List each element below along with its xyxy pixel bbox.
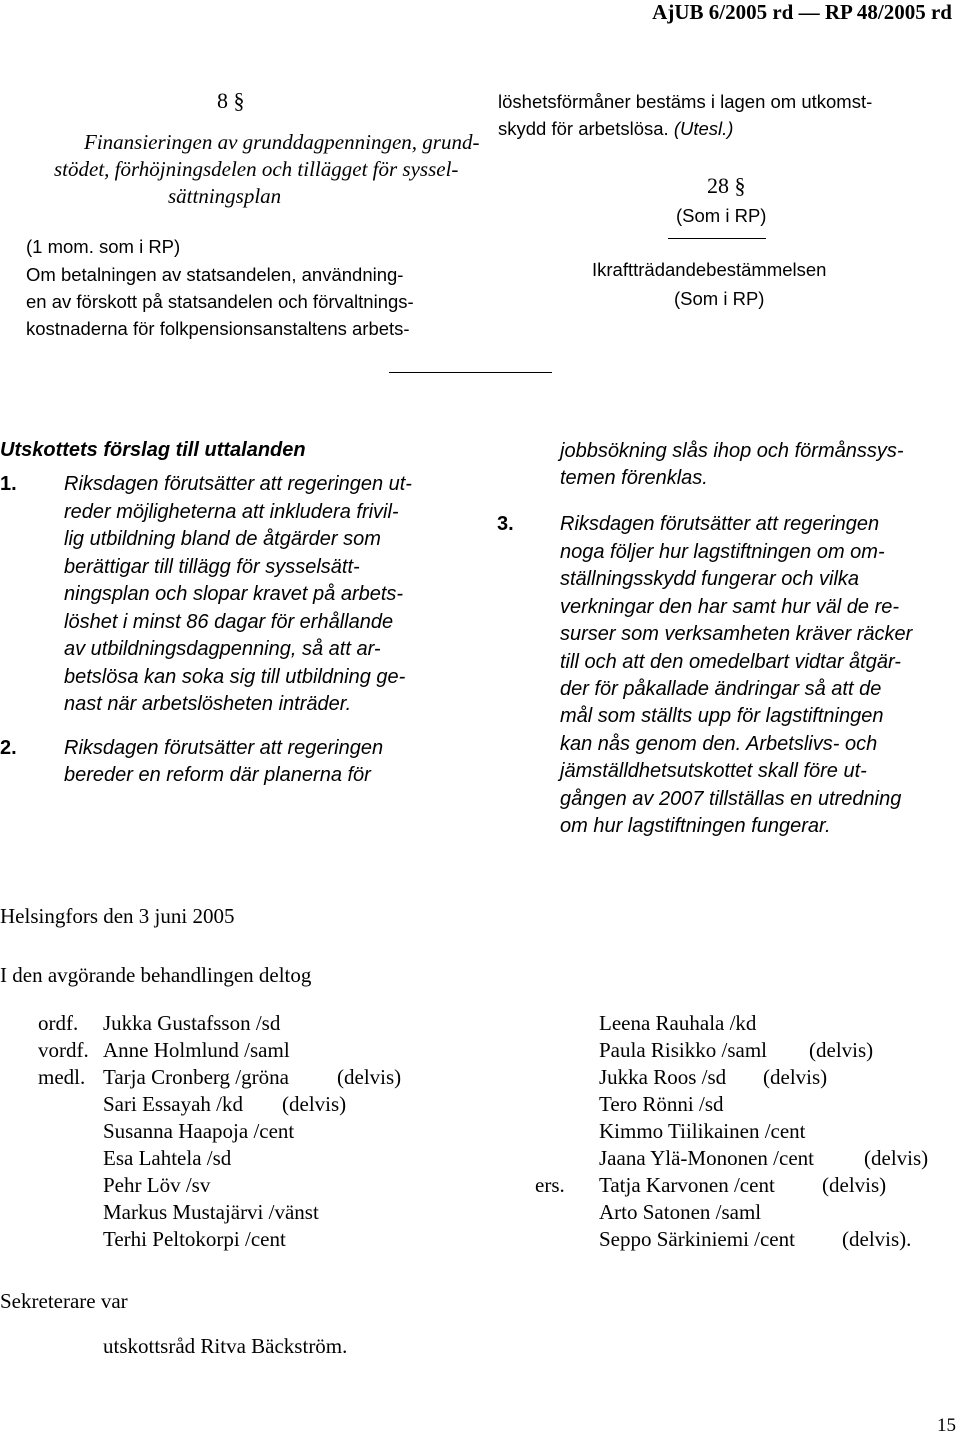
member-name: Susanna Haapoja /cent: [103, 1119, 295, 1143]
item-line: lig utbildning bland de åtgärder som: [64, 528, 381, 550]
member-name: Seppo Särkiniemi /cent: [599, 1227, 795, 1251]
member-name: Markus Mustajärvi /vänst: [103, 1200, 319, 1224]
item-line: temen förenklas.: [560, 467, 708, 489]
partial-note: (delvis): [822, 1173, 887, 1197]
section-heading-8: [217, 88, 245, 114]
page-number: 15: [937, 1415, 956, 1436]
item-line: gången av 2007 tillställas en utredning: [560, 788, 902, 810]
paragraph-text: skydd för arbetslösa.: [498, 118, 674, 139]
paragraph-line: [498, 118, 733, 140]
item-line: Riksdagen förutsätter att regeringen: [560, 513, 880, 535]
section-number: 8: [217, 88, 228, 113]
member-role: ers.: [535, 1173, 565, 1197]
member-name: Sari Essayah /kd: [103, 1092, 243, 1116]
item-line: betslösa kan soka sig till utbildning ge-: [64, 666, 406, 688]
ikraft-note: (Som i RP): [674, 288, 765, 309]
item-number: 3.: [497, 513, 514, 535]
member-name: Terhi Peltokorpi /cent: [103, 1227, 286, 1251]
item-line: jobbsökning slås ihop och förmånssys-: [560, 440, 904, 462]
section-title-line: stödet, förhöjningsdelen och tillägget för syssel-: [54, 157, 459, 181]
member-name: Jukka Gustafsson /sd: [103, 1011, 281, 1035]
section-title-line: Finansieringen av grunddagpenningen, grund-: [84, 130, 480, 154]
item-line: jämställdhetsutskottet skall före ut-: [560, 760, 867, 782]
proposal-heading: Utskottets förslag till uttalanden: [0, 439, 306, 461]
partial-note: (delvis): [864, 1146, 929, 1170]
item-line: ningsplan och slopar kravet på arbets-: [64, 583, 404, 605]
member-name: Kimmo Tiilikainen /cent: [599, 1119, 806, 1143]
item-line: verkningar den har samt hur väl de re-: [560, 596, 900, 618]
secretary-name: utskottsråd Ritva Bäckström.: [103, 1334, 348, 1358]
item-line: surser som verksamheten kräver räcker: [560, 623, 913, 645]
member-name: Tero Rönni /sd: [599, 1092, 724, 1116]
member-name: Tatja Karvonen /cent: [599, 1173, 775, 1197]
section-title-line: sättningsplan: [168, 184, 282, 208]
divider: [389, 372, 552, 373]
item-line: om hur lagstiftningen fungerar.: [560, 815, 831, 837]
item-line: av utbildningsdagpenning, så att ar-: [64, 638, 381, 660]
partial-note: (delvis): [282, 1092, 347, 1116]
partial-note: (delvis): [763, 1065, 828, 1089]
section-heading-28: [707, 173, 746, 199]
member-name: Jaana Ylä-Mononen /cent: [599, 1146, 814, 1170]
item-line: bereder en reform där planerna för: [64, 764, 371, 786]
ikraft-title: Ikraftträdandebestämmelsen: [592, 259, 827, 280]
partial-note: (delvis).: [842, 1227, 912, 1251]
member-name: Arto Satonen /saml: [599, 1200, 762, 1224]
member-name: Pehr Löv /sv: [103, 1173, 211, 1197]
member-name: Anne Holmlund /saml: [103, 1038, 290, 1062]
member-name: Jukka Roos /sd: [599, 1065, 727, 1089]
section-number: 28: [707, 173, 729, 198]
participants-intro: I den avgörande behandlingen deltog: [0, 963, 312, 987]
paragraph-line: kostnaderna för folkpensionsanstaltens arbets-: [26, 318, 410, 339]
item-line: nast när arbetslösheten inträder.: [64, 693, 352, 715]
item-line: Riksdagen förutsätter att regeringen ut-: [64, 473, 412, 495]
member-role: medl.: [38, 1065, 86, 1089]
place-date: Helsingfors den 3 juni 2005: [0, 904, 235, 928]
item-line: Riksdagen förutsätter att regeringen: [64, 737, 384, 759]
member-name: Tarja Cronberg /gröna: [103, 1065, 289, 1089]
divider: [668, 238, 766, 239]
item-line: der för påkallade ändringar så att de: [560, 678, 882, 700]
member-role: vordf.: [38, 1038, 89, 1062]
item-line: löshet i minst 86 dagar för erhållande: [64, 611, 394, 633]
item-line: reder möjligheterna att inkludera frivil-: [64, 501, 399, 523]
item-line: mål som ställts upp för lagstiftningen: [560, 705, 884, 727]
member-name: Leena Rauhala /kd: [599, 1011, 757, 1035]
paragraph-line: en av förskott på statsandelen och förvaltnings-: [26, 291, 414, 312]
member-name: Esa Lahtela /sd: [103, 1146, 232, 1170]
item-line: noga följer hur lagstiftningen om om-: [560, 541, 885, 563]
section-sign: §: [734, 173, 746, 198]
section-sign: §: [233, 88, 245, 113]
item-line: berättigar till tillägg för sysselsätt-: [64, 556, 360, 578]
section-note: (Som i RP): [676, 205, 767, 226]
moment-note: (1 mom. som i RP): [26, 236, 181, 257]
item-line: till och att den omedelbart vidtar åtgär-: [560, 651, 901, 673]
partial-note: (delvis): [809, 1038, 874, 1062]
item-line: kan nås genom den. Arbetslivs- och: [560, 733, 878, 755]
running-header: AjUB 6/2005 rd — RP 48/2005 rd: [652, 0, 952, 24]
item-number: 2.: [0, 737, 17, 759]
paragraph-line: Om betalningen av statsandelen, användning-: [26, 264, 404, 285]
item-line: ställningsskydd fungerar och vilka: [560, 568, 860, 590]
excluded-note: (Utesl.): [673, 118, 734, 139]
member-role: ordf.: [38, 1011, 79, 1035]
partial-note: (delvis): [337, 1065, 402, 1089]
secretary-intro: Sekreterare var: [0, 1289, 128, 1313]
item-number: 1.: [0, 473, 17, 495]
member-name: Paula Risikko /saml: [599, 1038, 767, 1062]
paragraph-line: löshetsförmåner bestäms i lagen om utkomst-: [498, 91, 873, 112]
